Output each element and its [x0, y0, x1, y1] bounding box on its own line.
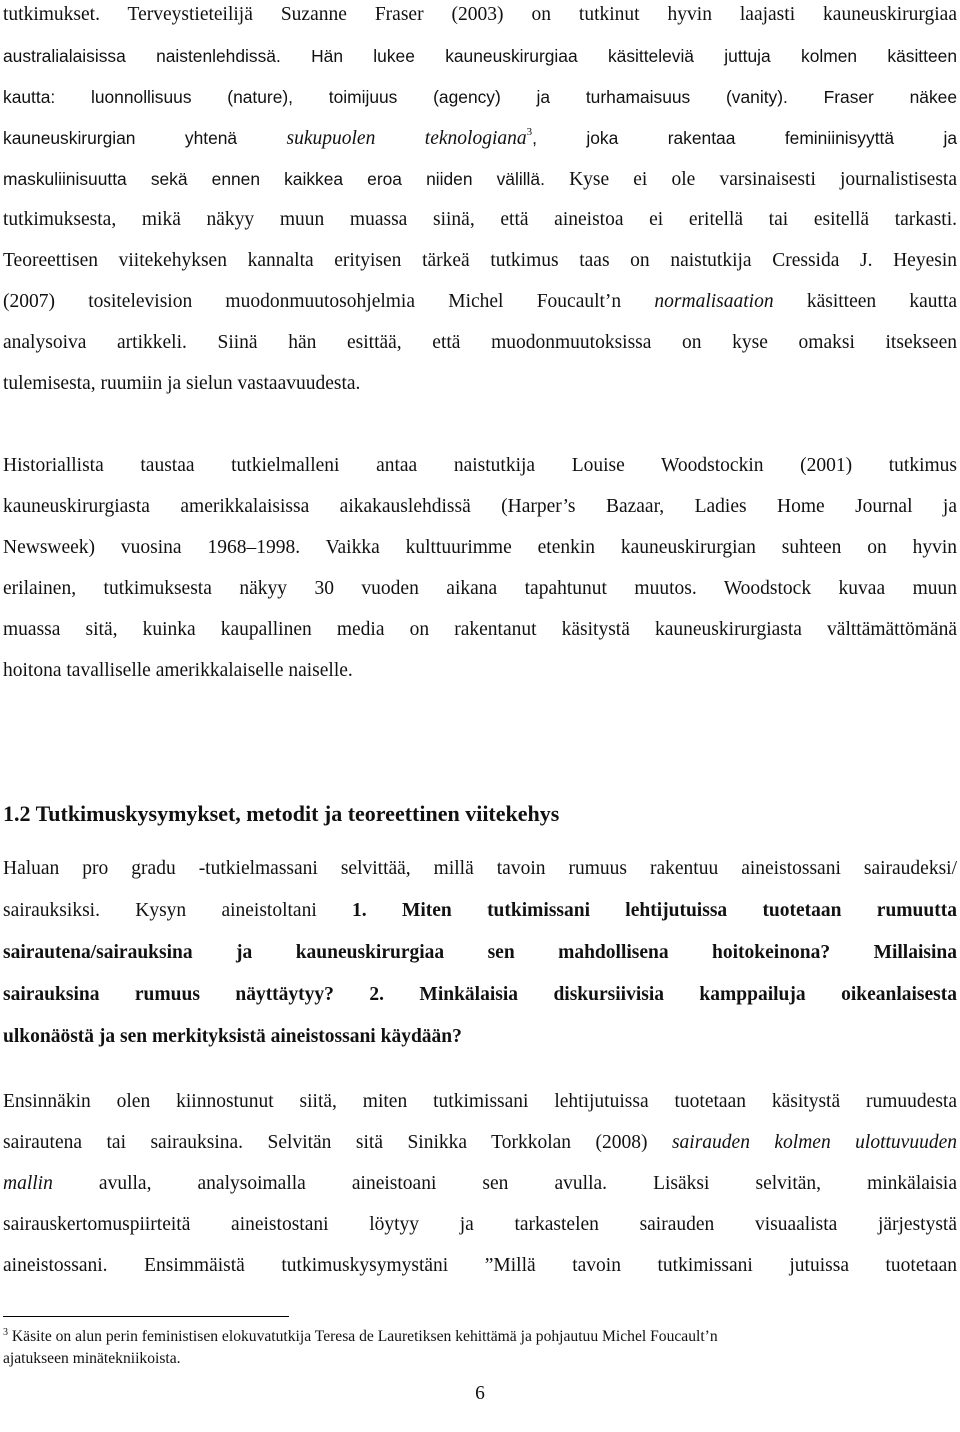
- body-text-line: australialaisissa naistenlehdissä. Hän lukee kauneuskirurgiaa käsitteleviä juttuja kolmen käsitteen: [3, 46, 957, 66]
- body-text-line: tutkimukset. Terveystieteilijä Suzanne Fraser (2003) on tutkinut hyvin laajasti kauneuskirurgiaa: [3, 4, 957, 25]
- page-number: 6: [475, 1383, 485, 1404]
- body-text-line: [3, 1130, 957, 1156]
- text-span: kauneuskirurgian yhtenä: [3, 128, 287, 148]
- text-span: käsitteen kautta: [773, 291, 957, 312]
- footnote-reference: 3: [526, 126, 533, 138]
- italic-term-normalisaation: normalisaation: [654, 291, 774, 312]
- body-text-line: Haluan pro gradu -tutkielmassani selvittää, millä tavoin rumuus rakentuu aineistossani sairaudeksi/: [3, 858, 957, 879]
- body-text-line: Teoreettisen viitekehyksen kannalta erityisen tärkeä tutkimus taas on naistutkija Cressida J. Heyesin: [3, 250, 957, 271]
- body-text-line: [3, 1171, 957, 1197]
- text-span: Käsite on alun perin feministisen elokuvatutkija Teresa de Lauretiksen kehittämä ja pohjautuu Michel Foucault’n: [8, 1328, 718, 1345]
- body-text-line: tutkimuksesta, mikä näkyy muun muassa siinä, että aineistoa ei eritellä tai esitellä tarkasti.: [3, 209, 957, 230]
- footnote-marker: 3: [3, 1327, 8, 1338]
- body-text-line: tulemisesta, ruumiin ja sielun vastaavuudesta.: [3, 373, 361, 394]
- research-question-1: 1. Miten tutkimissani lehtijutuissa tuotetaan rumuutta: [352, 900, 957, 921]
- body-text-line: [3, 289, 957, 315]
- text-span: (2007) tositelevision muodonmuutosohjelmia Michel Foucault’n: [3, 291, 655, 312]
- text-span: avulla, analysoimalla aineistoani sen avulla. Lisäksi selvitän, minkälaisia: [52, 1173, 957, 1194]
- italic-term-sairauden-malli: sairauden kolmen ulottuvuuden: [671, 1132, 957, 1153]
- text-span: sairauksiksi. Kysyn aineistoltani: [3, 900, 353, 921]
- footnote-separator: [3, 1316, 289, 1317]
- body-text-line: [3, 166, 957, 193]
- body-text-line: [3, 125, 957, 152]
- italic-term-mallin: mallin: [3, 1173, 53, 1194]
- text-span: , joka rakentaa feminiinisyyttä ja: [532, 128, 957, 148]
- body-text-line: erilainen, tutkimuksesta näkyy 30 vuoden aikana tapahtunut muutos. Woodstock kuvaa muun: [3, 578, 957, 599]
- body-text-line: muassa sitä, kuinka kaupallinen media on rakentanut käsitystä kauneuskirurgiasta välttämättömänä: [3, 619, 957, 640]
- italic-term-sukupuolen-teknologiana: sukupuolen teknologiana: [286, 128, 527, 149]
- research-question-line: sairautena/sairauksina ja kauneuskirurgiaa sen mahdollisena hoitokeinona? Millaisina: [3, 942, 957, 963]
- text-span: sairautena tai sairauksina. Selvitän sitä Sinikka Torkkolan (2008): [3, 1132, 672, 1153]
- body-text-line: sairauskertomuspiirteitä aineistostani löytyy ja tarkastelen sairauden visuaalista järjestystä: [3, 1214, 957, 1235]
- footnote-text: [3, 1327, 957, 1347]
- research-question-line: sairauksina rumuus näyttäytyy? 2. Minkälaisia diskursiivisia kamppailuja oikeanlaisesta: [3, 984, 957, 1005]
- body-text-line: aineistossani. Ensimmäistä tutkimuskysymystäni ”Millä tavoin tutkimissani jutuissa tuotetaan: [3, 1255, 957, 1276]
- body-text-line: analysoiva artikkeli. Siinä hän esittää, että muodonmuutoksissa on kyse omaksi itsekseen: [3, 332, 957, 353]
- body-text-line: Ensinnäkin olen kiinnostunut siitä, miten tutkimissani lehtijutuissa tuotetaan käsitystä rumuudesta: [3, 1091, 957, 1112]
- body-text-line: hoitona tavalliselle amerikkalaiselle naiselle.: [3, 660, 353, 681]
- body-text-line: Historiallista taustaa tutkielmalleni antaa naistutkija Louise Woodstockin (2001) tutkimus: [3, 455, 957, 476]
- body-text-line: Newsweek) vuosina 1968–1998. Vaikka kulttuurimme etenkin kauneuskirurgian suhteen on hyvin: [3, 537, 957, 558]
- body-text-line: kauneuskirurgiasta amerikkalaisissa aikakauslehdissä (Harper’s Bazaar, Ladies Home Journal ja: [3, 496, 957, 517]
- text-span: Kyse ei ole varsinaisesti journalistisesta: [544, 169, 957, 190]
- research-question-line: ulkonäöstä ja sen merkityksistä aineistossani käydään?: [3, 1026, 462, 1047]
- section-heading: 1.2 Tutkimuskysymykset, metodit ja teoreettinen viitekehys: [3, 801, 560, 826]
- body-text-line: kautta: luonnollisuus (nature), toimijuus (agency) ja turhamaisuus (vanity). Fraser näkee: [3, 87, 957, 107]
- footnote-text: ajatukseen minätekniikoista.: [3, 1350, 181, 1367]
- text-span: maskuliinisuutta sekä ennen kaikkea eroa niiden välillä.: [3, 169, 545, 189]
- body-text-line: [3, 898, 957, 924]
